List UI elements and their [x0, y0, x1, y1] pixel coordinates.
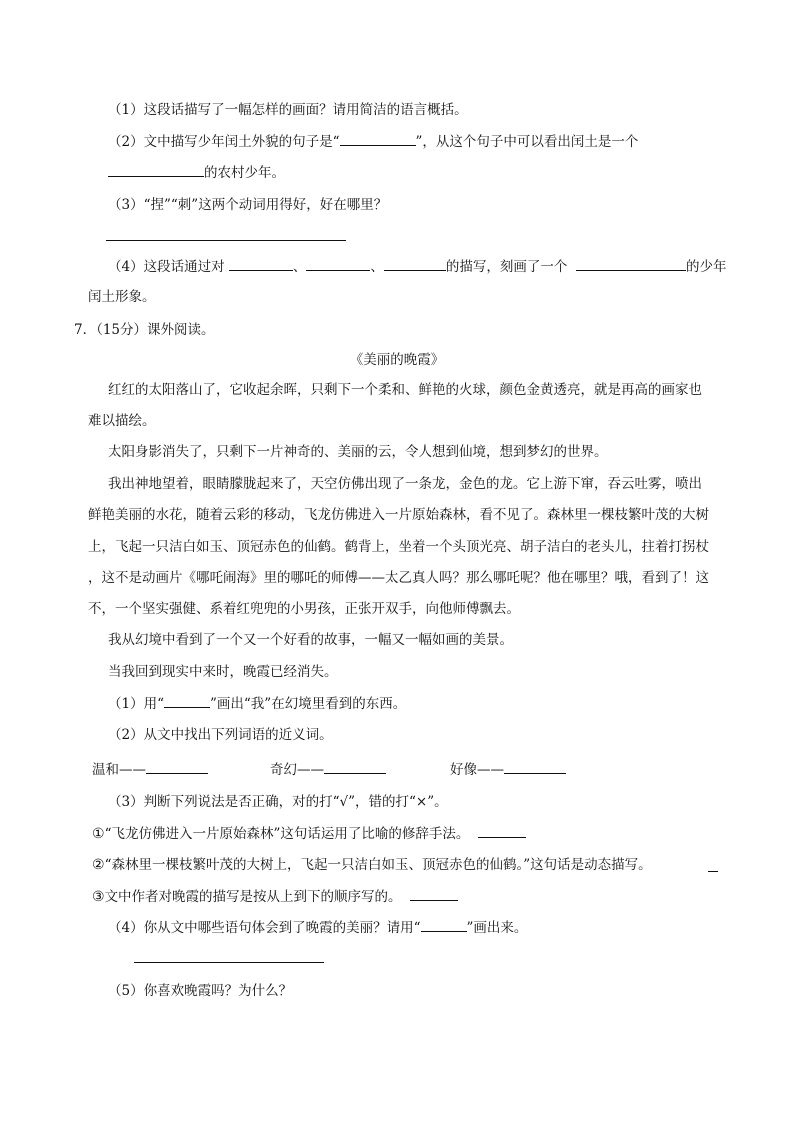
synonym-3-label: 好像—— [450, 762, 504, 778]
q7-sub1-underline-sample [164, 693, 210, 708]
synonym-3-blank[interactable] [504, 759, 566, 774]
para2: 太阳身影消失了，只剩下一片神奇的、美丽的云，令人想到仙境，想到梦幻的世界。 [108, 444, 608, 460]
q7-sub2: （2）从文中找出下列词语的近义词。 [108, 727, 333, 743]
q7-sub1 [108, 693, 406, 714]
judgement-1-blank[interactable] [478, 823, 526, 838]
q6-sub2 [108, 131, 638, 152]
judgement-2-number: ② [92, 857, 105, 873]
q6-sub4-sep-2: 、 [370, 259, 384, 275]
passage-title: 《美丽的晚霞》 [349, 352, 445, 368]
q7-header: 7．（15分）课外阅读。 [74, 322, 215, 338]
q7-sub1-text-b: ”画出“我”在幻境里看到的东西。 [210, 696, 407, 712]
q6-sub3: （3）“捏”“刺”这两个动词用得好，好在哪里？ [108, 197, 388, 213]
para3-line4: ，这不是动画片《哪吒闹海》里的哪吒的师傅——太乙真人吗？那么哪吒呢？他在哪里？哦，看到了！这 [88, 570, 709, 586]
para3-line2: 鲜艳美丽的水花，随着云彩的移动，飞龙仿佛进入一片原始森林，看不见了。森林里一棵枝繁叶茂的大树 [88, 507, 709, 523]
q6-sub2-blank-2[interactable] [108, 162, 204, 177]
q7-sub4-answer-line[interactable] [134, 962, 324, 963]
para3-line3: 上，飞起一只洁白如玉、顶冠赤色的仙鹤。鹤背上，坐着一个头顶光亮、胡子洁白的老头儿，拄着打拐杖 [88, 539, 709, 555]
q6-sub2-text-b: ”，从这个句子中可以看出闰土是一个 [415, 134, 639, 150]
q6-sub4-cont: 闰土形象。 [88, 289, 156, 305]
judgement-3-blank[interactable] [410, 886, 458, 901]
synonym-1 [92, 759, 208, 780]
judgement-3-text: 文中作者对晚霞的描写是按从上到下的顺序写的。 [104, 889, 402, 905]
judgement-3 [92, 886, 458, 907]
para5: 当我回到现实中来时，晚霞已经消失。 [108, 664, 338, 680]
q7-sub1-text-a: （1）用“ [108, 696, 164, 712]
para4: 我从幻境中看到了一个又一个好看的故事，一幅又一幅如画的美景。 [108, 632, 513, 648]
judgement-2 [92, 855, 652, 875]
synonym-3 [450, 759, 566, 780]
judgement-1-text: “飞龙仿佛进入一片原始森林”这句话运用了比喻的修辞手法。 [104, 826, 470, 842]
synonym-1-blank[interactable] [146, 759, 208, 774]
synonym-2 [270, 759, 386, 780]
q6-sub4-blank-3[interactable] [384, 256, 446, 271]
synonym-2-label: 奇幻—— [270, 762, 324, 778]
q6-sub4-blank-4[interactable] [576, 256, 686, 271]
q6-sub4-text-a: （4）这段话通过对 [108, 259, 225, 275]
q6-sub2-cont [108, 162, 285, 183]
para3-line1: 我出神地望着，眼睛朦胧起来了，天空仿佛出现了一条龙，金色的龙。它上游下窜，吞云吐雾，喷出 [108, 476, 702, 492]
judgement-2-text: “森林里一棵枝繁叶茂的大树上，飞起一只洁白如玉、顶冠赤色的仙鹤。”这句话是动态描写。 [104, 857, 652, 873]
judgement-1 [92, 823, 526, 844]
q7-sub3: （3）判断下列说法是否正确，对的打“√”，错的打“×”。 [108, 794, 448, 810]
q6-sub1: （1）这段话描写了一幅怎样的画面？请用简洁的语言概括。 [108, 102, 468, 118]
para1-line2: 难以描绘。 [88, 413, 156, 429]
q7-sub4 [108, 917, 527, 938]
q6-sub4-text-b: 的描写，刻画了一个 [445, 259, 568, 275]
q7-sub4-underline-sample [421, 917, 467, 932]
q6-sub3-answer-line[interactable] [106, 240, 346, 241]
q6-sub2-text-c: 的农村少年。 [204, 165, 285, 181]
q6-sub4-text-c: 的少年 [685, 259, 727, 275]
q6-sub4-blank-1[interactable] [229, 256, 293, 271]
judgement-2-blank[interactable] [708, 871, 718, 872]
para1-line1: 红红的太阳落山了，它收起余晖，只剩下一个柔和、鲜艳的火球，颜色金黄透亮，就是再高的画家也 [108, 382, 702, 398]
q6-sub2-blank-1[interactable] [340, 131, 416, 146]
synonym-2-blank[interactable] [324, 759, 386, 774]
q6-sub2-text-a: （2）文中描写少年闰土外貌的句子是“ [108, 134, 340, 150]
para3-line5: 不，一个坚实强健、系着红兜兜的小男孩，正张开双手，向他师傅飘去。 [88, 601, 520, 617]
q6-sub4-blank-2[interactable] [306, 256, 370, 271]
q7-sub4-text-b: ”画出来。 [466, 920, 528, 936]
synonym-1-label: 温和—— [92, 762, 146, 778]
q7-sub4-text-a: （4）你从文中哪些语句体会到了晚霞的美丽？请用“ [108, 920, 421, 936]
q6-sub4-sep-1: 、 [292, 259, 307, 275]
q7-sub5: （5）你喜欢晚霞吗？为什么？ [108, 983, 293, 999]
judgement-1-number: ① [92, 826, 105, 842]
q6-sub4 [108, 256, 726, 277]
judgement-3-number: ③ [92, 889, 105, 905]
